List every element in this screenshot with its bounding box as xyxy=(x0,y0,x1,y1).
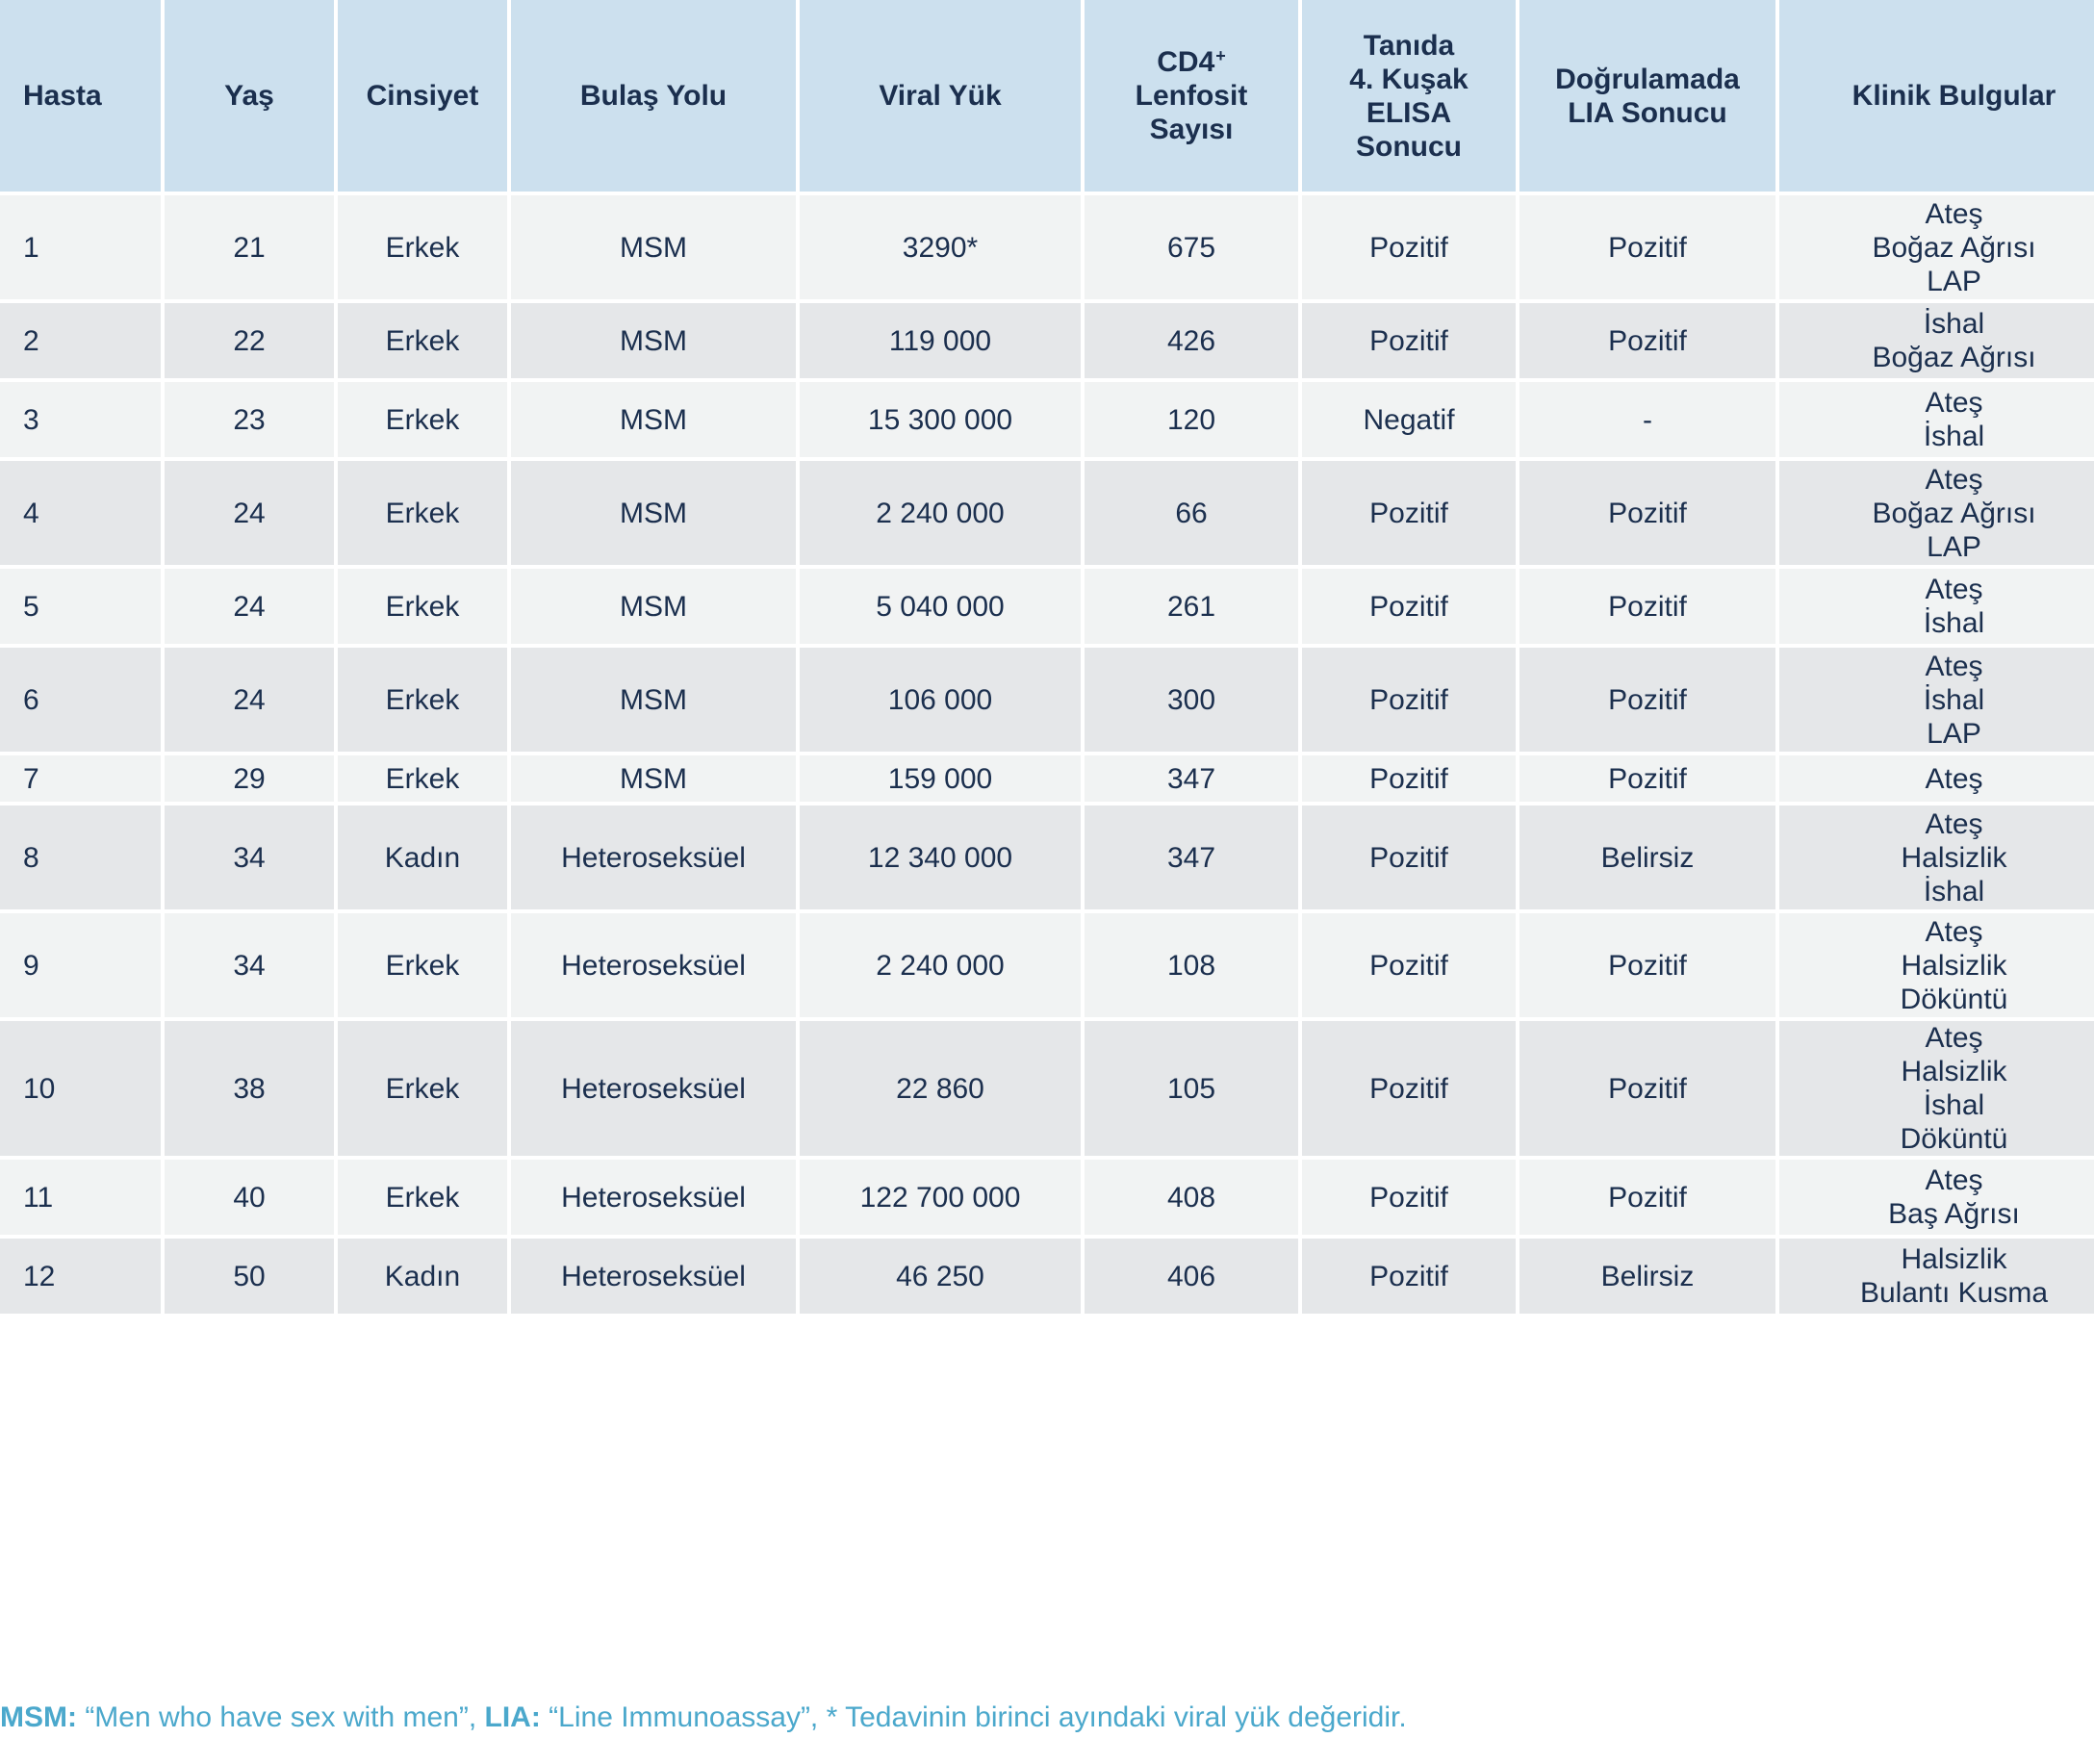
cell-lia: Pozitif xyxy=(1519,569,1775,644)
cell-elisa: Pozitif xyxy=(1302,913,1516,1017)
header-bulas-yolu: Bulaş Yolu xyxy=(511,0,796,192)
table-row xyxy=(0,648,2094,752)
cell-yas: 24 xyxy=(165,461,334,565)
finding-line: Boğaz Ağrısı xyxy=(1872,231,2036,264)
header-line-text: CD4 xyxy=(1157,46,1215,78)
cell-bulas-yolu: MSM xyxy=(511,461,796,565)
cell-elisa: Negatif xyxy=(1302,382,1516,457)
header-line: LIA Sonucu xyxy=(1568,96,1727,129)
cell-cd4: 66 xyxy=(1085,461,1298,565)
cell-elisa: Pozitif xyxy=(1302,805,1516,909)
cell-elisa: Pozitif xyxy=(1302,195,1516,299)
table-row xyxy=(0,805,2094,909)
cell-viral-yuk: 2 240 000 xyxy=(800,913,1081,1017)
cell-yas: 22 xyxy=(165,303,334,378)
table-row xyxy=(0,569,2094,644)
finding-line: Ateş xyxy=(1925,463,1983,496)
finding-line: Ateş xyxy=(1925,762,1983,795)
finding-line: Ateş xyxy=(1925,1164,1983,1196)
cell-viral-yuk: 46 250 xyxy=(800,1239,1081,1314)
finding-line: Bulantı Kusma xyxy=(1859,1277,2049,1309)
finding-line: İshal xyxy=(1923,308,1985,340)
cell-lia: Pozitif xyxy=(1519,648,1775,752)
cell-elisa: Pozitif xyxy=(1302,461,1516,565)
header-row xyxy=(0,0,2094,192)
cell-hasta: 8 xyxy=(0,805,161,909)
header-viral-yuk: Viral Yük xyxy=(800,0,1081,192)
finding-line: Ateş xyxy=(1925,650,1983,682)
finding-line: Döküntü xyxy=(1900,1123,2008,1155)
footnote-lia-label: LIA: xyxy=(484,1701,541,1733)
cell-bulas-yolu: MSM xyxy=(511,755,796,802)
cell-cinsiyet: Kadın xyxy=(338,805,507,909)
cell-klinik-bulgular xyxy=(1779,303,2094,378)
finding-line: Halsizlik xyxy=(1901,1056,2007,1087)
cell-bulas-yolu: MSM xyxy=(511,569,796,644)
table-row xyxy=(0,303,2094,378)
cell-bulas-yolu: MSM xyxy=(511,648,796,752)
cell-viral-yuk: 122 700 000 xyxy=(800,1160,1081,1235)
header-line: Sayısı xyxy=(1149,114,1234,145)
cell-viral-yuk: 3290* xyxy=(800,195,1081,299)
finding-line: Ateş xyxy=(1925,1022,1983,1054)
cell-elisa: Pozitif xyxy=(1302,755,1516,802)
cell-klinik-bulgular xyxy=(1779,1021,2094,1156)
finding-line: Döküntü xyxy=(1900,983,2008,1015)
header-cd4 xyxy=(1085,0,1298,192)
cell-elisa: Pozitif xyxy=(1302,1239,1516,1314)
cell-cd4: 408 xyxy=(1085,1160,1298,1235)
header-cinsiyet: Cinsiyet xyxy=(338,0,507,192)
cell-lia: Pozitif xyxy=(1519,913,1775,1017)
cell-hasta: 2 xyxy=(0,303,161,378)
footnote xyxy=(0,1701,2094,1734)
cell-hasta: 3 xyxy=(0,382,161,457)
finding-line: İshal xyxy=(1923,683,1985,716)
finding-line: LAP xyxy=(1927,717,1981,750)
cell-yas: 21 xyxy=(165,195,334,299)
cell-hasta: 12 xyxy=(0,1239,161,1314)
finding-line: LAP xyxy=(1927,265,1981,297)
table-row xyxy=(0,913,2094,1017)
footnote-lia-text: “Line Immunoassay”, * Tedavinin birinci ayındaki viral yük değeridir. xyxy=(540,1701,1407,1733)
cell-bulas-yolu: MSM xyxy=(511,195,796,299)
cell-yas: 38 xyxy=(165,1021,334,1156)
cell-klinik-bulgular xyxy=(1779,1239,2094,1314)
cell-cinsiyet: Erkek xyxy=(338,303,507,378)
finding-line: LAP xyxy=(1927,530,1981,563)
header-line: Sonucu xyxy=(1356,130,1462,163)
footnote-msm-text: “Men who have sex with men”, xyxy=(76,1701,485,1733)
cell-klinik-bulgular xyxy=(1779,1160,2094,1235)
cell-cd4: 105 xyxy=(1085,1021,1298,1156)
cell-lia: Pozitif xyxy=(1519,755,1775,802)
cell-cinsiyet: Erkek xyxy=(338,569,507,644)
cell-bulas-yolu: Heteroseksüel xyxy=(511,1021,796,1156)
cell-viral-yuk: 159 000 xyxy=(800,755,1081,802)
finding-line: Ateş xyxy=(1925,807,1983,840)
header-line: Doğrulamada xyxy=(1555,63,1740,95)
cell-cd4: 261 xyxy=(1085,569,1298,644)
cell-cd4: 300 xyxy=(1085,648,1298,752)
cell-viral-yuk: 15 300 000 xyxy=(800,382,1081,457)
table-row xyxy=(0,461,2094,565)
cell-yas: 40 xyxy=(165,1160,334,1235)
cell-viral-yuk: 119 000 xyxy=(800,303,1081,378)
cell-yas: 24 xyxy=(165,648,334,752)
cell-klinik-bulgular xyxy=(1779,755,2094,802)
cell-cinsiyet: Erkek xyxy=(338,461,507,565)
cell-hasta: 10 xyxy=(0,1021,161,1156)
table-row xyxy=(0,1239,2094,1314)
cell-lia: Pozitif xyxy=(1519,1160,1775,1235)
header-klinik-bulgular: Klinik Bulgular xyxy=(1779,0,2094,192)
cell-viral-yuk: 5 040 000 xyxy=(800,569,1081,644)
finding-line: Ateş xyxy=(1925,197,1983,230)
finding-line: Ateş xyxy=(1925,915,1983,948)
cell-cinsiyet: Erkek xyxy=(338,1021,507,1156)
cell-lia: Pozitif xyxy=(1519,195,1775,299)
cell-lia: Belirsiz xyxy=(1519,805,1775,909)
footnote-msm-label: MSM: xyxy=(0,1701,77,1733)
cell-cinsiyet: Erkek xyxy=(338,755,507,802)
cell-klinik-bulgular xyxy=(1779,648,2094,752)
cell-yas: 29 xyxy=(165,755,334,802)
finding-line: İshal xyxy=(1923,607,1985,639)
header-line: 4. Kuşak xyxy=(1349,63,1468,95)
cell-klinik-bulgular xyxy=(1779,805,2094,909)
cell-yas: 24 xyxy=(165,569,334,644)
cell-lia: Belirsiz xyxy=(1519,1239,1775,1314)
cell-cd4: 406 xyxy=(1085,1239,1298,1314)
finding-line: Halsizlik xyxy=(1901,949,2007,982)
cell-bulas-yolu: MSM xyxy=(511,303,796,378)
cell-elisa: Pozitif xyxy=(1302,648,1516,752)
cell-bulas-yolu: Heteroseksüel xyxy=(511,1160,796,1235)
cell-klinik-bulgular xyxy=(1779,913,2094,1017)
cell-klinik-bulgular xyxy=(1779,569,2094,644)
cell-yas: 34 xyxy=(165,913,334,1017)
cell-yas: 23 xyxy=(165,382,334,457)
cell-cinsiyet: Erkek xyxy=(338,648,507,752)
cell-hasta: 11 xyxy=(0,1160,161,1235)
cell-viral-yuk: 2 240 000 xyxy=(800,461,1081,565)
finding-line: İshal xyxy=(1923,875,1985,908)
cell-hasta: 9 xyxy=(0,913,161,1017)
superscript-plus: + xyxy=(1215,46,1226,65)
cell-hasta: 7 xyxy=(0,755,161,802)
cell-klinik-bulgular xyxy=(1779,382,2094,457)
finding-line: Boğaz Ağrısı xyxy=(1872,342,2036,373)
table-body xyxy=(0,195,2094,1314)
finding-line: İshal xyxy=(1923,421,1985,452)
cell-lia: - xyxy=(1519,382,1775,457)
cell-hasta: 5 xyxy=(0,569,161,644)
finding-line: Ateş xyxy=(1925,387,1983,419)
table-row xyxy=(0,382,2094,457)
cell-lia: Pozitif xyxy=(1519,1021,1775,1156)
table-row xyxy=(0,1021,2094,1156)
finding-line: Ateş xyxy=(1925,574,1983,605)
finding-line: Halsizlik xyxy=(1901,841,2007,874)
cell-cinsiyet: Erkek xyxy=(338,913,507,1017)
header-elisa xyxy=(1302,0,1516,192)
cell-elisa: Pozitif xyxy=(1302,569,1516,644)
cell-bulas-yolu: Heteroseksüel xyxy=(511,1239,796,1314)
cell-hasta: 6 xyxy=(0,648,161,752)
cell-bulas-yolu: Heteroseksüel xyxy=(511,805,796,909)
cell-elisa: Pozitif xyxy=(1302,1021,1516,1156)
header-line: ELISA xyxy=(1366,96,1452,129)
cell-yas: 34 xyxy=(165,805,334,909)
header-lia xyxy=(1519,0,1775,192)
cell-hasta: 1 xyxy=(0,195,161,299)
cell-hasta: 4 xyxy=(0,461,161,565)
cell-yas: 50 xyxy=(165,1239,334,1314)
table-row xyxy=(0,195,2094,299)
cell-elisa: Pozitif xyxy=(1302,303,1516,378)
cell-bulas-yolu: Heteroseksüel xyxy=(511,913,796,1017)
cell-bulas-yolu: MSM xyxy=(511,382,796,457)
cell-viral-yuk: 22 860 xyxy=(800,1021,1081,1156)
cell-klinik-bulgular xyxy=(1779,195,2094,299)
header-line xyxy=(1094,45,1289,79)
header-hasta: Hasta xyxy=(0,0,161,192)
cell-cd4: 426 xyxy=(1085,303,1298,378)
finding-line: İshal xyxy=(1923,1089,1985,1121)
cell-viral-yuk: 12 340 000 xyxy=(800,805,1081,909)
table-row xyxy=(0,1160,2094,1235)
cell-cinsiyet: Erkek xyxy=(338,382,507,457)
header-line: Lenfosit xyxy=(1135,80,1248,112)
cell-lia: Pozitif xyxy=(1519,461,1775,565)
cell-lia: Pozitif xyxy=(1519,303,1775,378)
cell-cd4: 108 xyxy=(1085,913,1298,1017)
cell-viral-yuk: 106 000 xyxy=(800,648,1081,752)
header-yas: Yaş xyxy=(165,0,334,192)
cell-cd4: 675 xyxy=(1085,195,1298,299)
cell-cinsiyet: Erkek xyxy=(338,195,507,299)
table-row xyxy=(0,755,2094,802)
finding-line: Halsizlik xyxy=(1901,1243,2007,1275)
finding-line: Boğaz Ağrısı xyxy=(1872,497,2036,529)
cell-cd4: 120 xyxy=(1085,382,1298,457)
cell-elisa: Pozitif xyxy=(1302,1160,1516,1235)
cell-cinsiyet: Erkek xyxy=(338,1160,507,1235)
cell-cinsiyet: Kadın xyxy=(338,1239,507,1314)
cell-cd4: 347 xyxy=(1085,755,1298,802)
finding-line: Baş Ağrısı xyxy=(1888,1198,2020,1230)
cell-klinik-bulgular xyxy=(1779,461,2094,565)
cell-cd4: 347 xyxy=(1085,805,1298,909)
header-line: Tanıda xyxy=(1363,29,1455,62)
